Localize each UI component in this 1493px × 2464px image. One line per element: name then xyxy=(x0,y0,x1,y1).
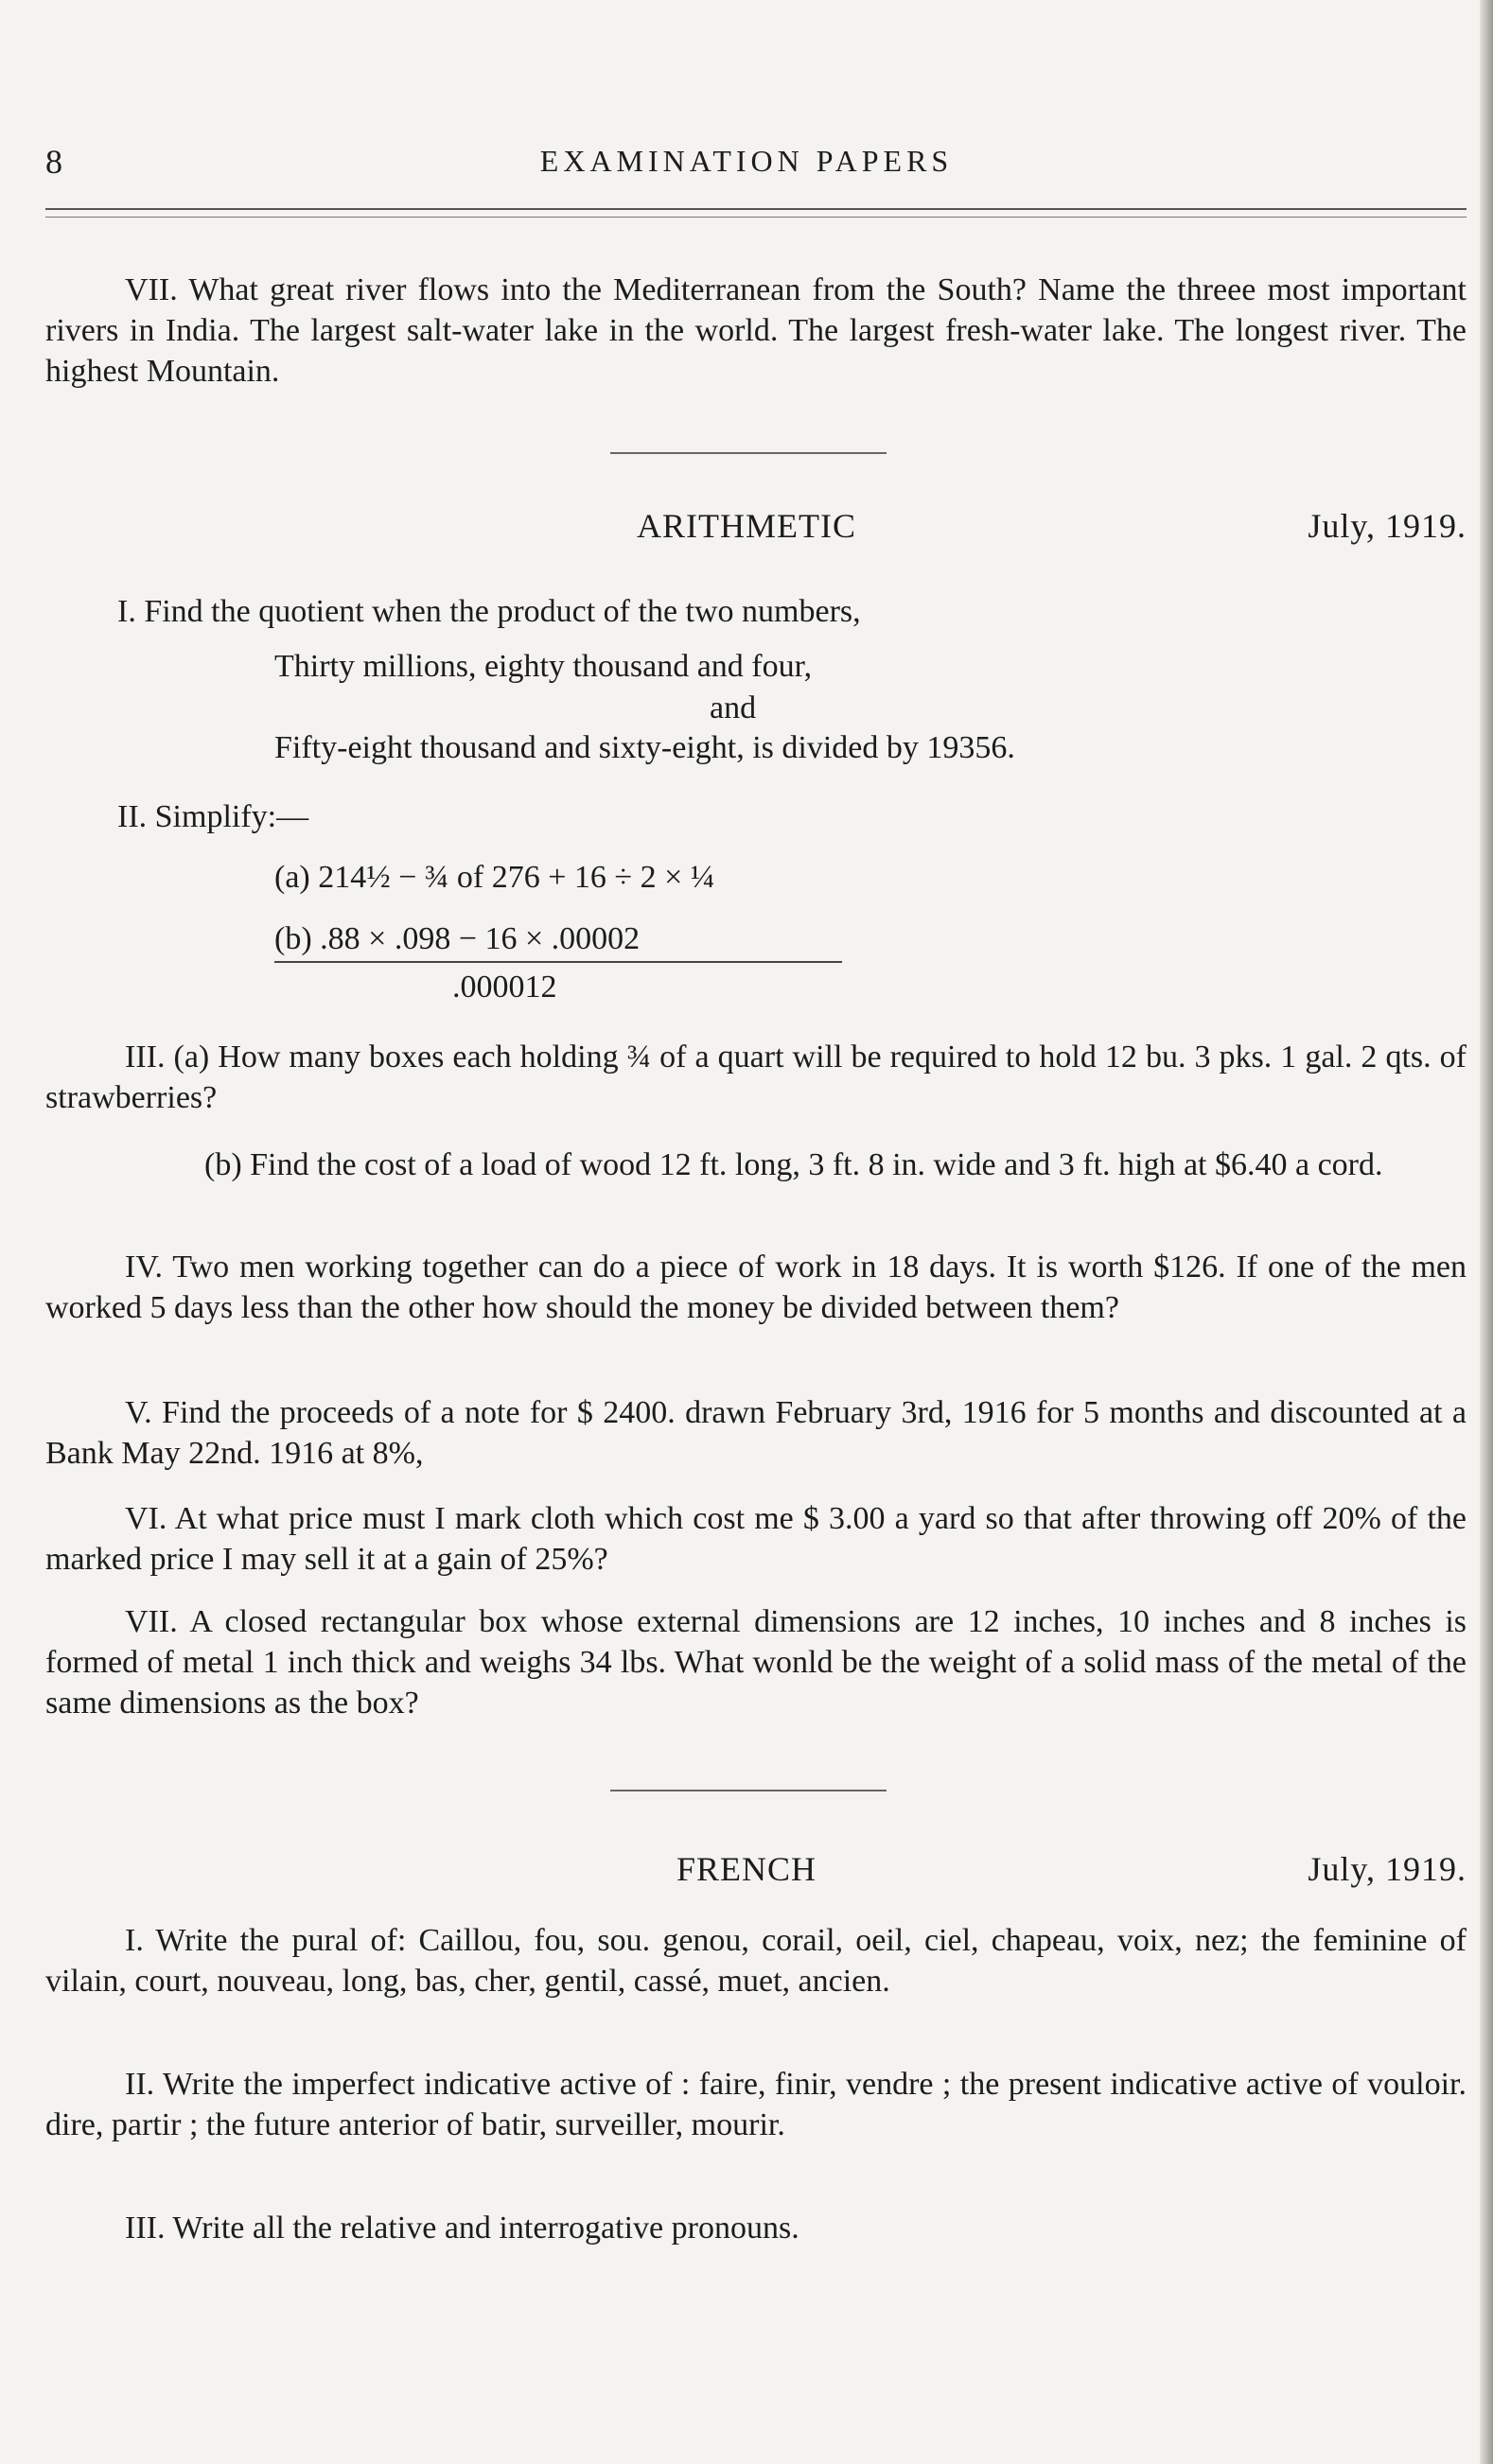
arithmetic-question-7: VII. A closed rectangular box whose external dimensions are 12 inches, 10 inches and 8 inches is formed of metal 1 inch thick and weighs 34 lbs. What wonld be the weight of a solid mass of the metal of the same dimensions as the box? xyxy=(45,1604,1467,1721)
arithmetic-question-3b: (b) Find the cost of a load of wood 12 ft. long, 3 ft. 8 in. wide and 3 ft. high at $6.40 a cord. xyxy=(204,1147,1383,1182)
arithmetic-q1-line1: Thirty millions, eighty thousand and four, xyxy=(274,649,813,684)
french-title: FRENCH xyxy=(676,1850,817,1888)
french-question-1: I. Write the pural of: Caillou, fou, sou. genou, corail, oeil, ciel, chapeau, voix, nez; the feminine of vilain, court, nouveau, long, bas, cher, gentil, cassé, muet, ancien. xyxy=(45,1923,1467,1999)
header-rule xyxy=(45,208,1467,218)
french-question-2: II. Write the imperfect indicative active of : faire, finir, vendre ; the present indicative active of vouloir. dire, partir ; the future anterior of batir, surveiller, mourir. xyxy=(45,2067,1467,2142)
fraction-bar xyxy=(274,961,842,963)
arithmetic-question-5: V. Find the proceeds of a note for $ 2400. drawn February 3rd, 1916 for 5 months and discounted at a Bank May 22nd. 1916 at 8%, xyxy=(45,1395,1467,1471)
page-edge-shadow xyxy=(1480,0,1493,2464)
arithmetic-title: ARITHMETIC xyxy=(637,507,856,545)
running-title: EXAMINATION PAPERS xyxy=(539,144,954,178)
arithmetic-question-4: IV. Two men working together can do a piece of work in 18 days. It is worth $126. If one of the men worked 5 days less than the other how should the money be divided between them? xyxy=(45,1249,1467,1325)
arithmetic-q2-a: (a) 214½ − ¾ of 276 + 16 ÷ 2 × ¼ xyxy=(274,860,715,895)
arithmetic-question-3a: III. (a) How many boxes each holding ¾ of a quart will be required to hold 12 bu. 3 pks. 1 gal. 2 qts. of strawberries? xyxy=(45,1040,1467,1115)
arithmetic-question-6: VI. At what price must I mark cloth which cost me $ 3.00 a yard so that after throwing off 20% of the marked price I may sell it at a gain of 25%? xyxy=(45,1501,1467,1577)
arithmetic-date: July, 1919. xyxy=(1308,507,1467,545)
arithmetic-q1-line2: and xyxy=(710,690,757,725)
arithmetic-q2-b-denominator: .000012 xyxy=(452,970,557,1005)
page-number: 8 xyxy=(45,143,62,181)
french-date: July, 1919. xyxy=(1308,1850,1467,1888)
arithmetic-q1-intro: I. Find the quotient when the product of the two numbers, xyxy=(117,594,861,629)
section-divider xyxy=(610,1790,887,1791)
french-question-3: III. Write all the relative and interrogative pronouns. xyxy=(125,2211,799,2246)
section-divider xyxy=(610,452,887,454)
arithmetic-q1-line3: Fifty-eight thousand and sixty-eight, is divided by 19356. xyxy=(274,730,1015,765)
geography-question-7: VII. What great river flows into the Mediterranean from the South? Name the threee most important rivers in India. The largest salt-water lake in the world. The largest fresh-water lake. The longest river. The highest Mountain. xyxy=(45,272,1467,389)
page-header xyxy=(0,142,1493,189)
arithmetic-q2-intro: II. Simplify:— xyxy=(117,799,309,834)
arithmetic-q2-b-numerator: (b) .88 × .098 − 16 × .00002 xyxy=(274,921,641,956)
